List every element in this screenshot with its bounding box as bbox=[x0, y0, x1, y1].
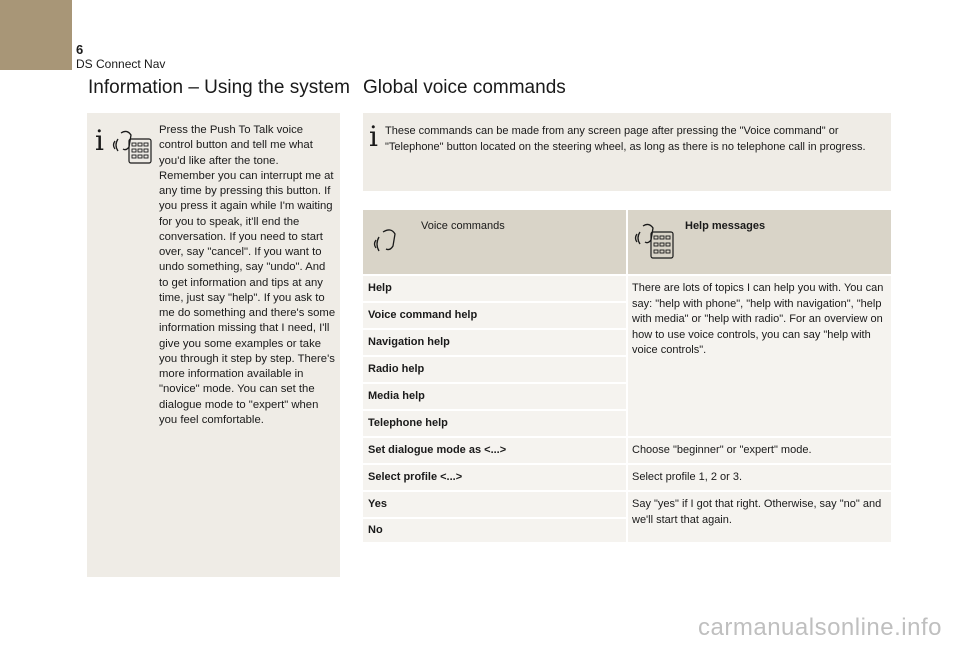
command-cell: Select profile <...> bbox=[363, 465, 626, 490]
message-cell: Say "yes" if I got that right. Otherwise, say "no" and we'll start that again. bbox=[628, 492, 891, 542]
info-icon: i bbox=[95, 124, 104, 157]
command-cell: No bbox=[363, 519, 626, 542]
command-cell: Telephone help bbox=[363, 411, 626, 436]
push-to-talk-phone-icon bbox=[111, 127, 155, 167]
command-cell: Set dialogue mode as <...> bbox=[363, 438, 626, 463]
message-cell: Choose "beginner" or "expert" mode. bbox=[628, 438, 891, 463]
message-cell: Select profile 1, 2 or 3. bbox=[628, 465, 891, 490]
help-phone-icon bbox=[633, 220, 677, 262]
info-icon: i bbox=[369, 120, 378, 153]
command-cell: Radio help bbox=[363, 357, 626, 382]
command-cell: Navigation help bbox=[363, 330, 626, 355]
right-section-title: Global voice commands bbox=[363, 77, 566, 98]
message-cell: There are lots of topics I can help you with. You can say: "help with phone", "help with navigation", "help with media" or "help with radio". For an overview on how to use voice controls, you can say "help with voice controls". bbox=[628, 276, 891, 436]
command-cell: Help bbox=[363, 276, 626, 301]
watermark: carmanualsonline.info bbox=[698, 614, 942, 641]
note-text: These commands can be made from any screen page after pressing the "Voice command" or "Telephone" button located on the steering wheel, as long as there is no telephone call in progress. bbox=[385, 125, 866, 153]
voice-commands-table bbox=[363, 210, 891, 542]
command-cell: Yes bbox=[363, 492, 626, 517]
note-box bbox=[363, 113, 891, 191]
table-header bbox=[363, 210, 891, 274]
command-cell: Voice command help bbox=[363, 303, 626, 328]
page-number: 6 bbox=[76, 42, 84, 57]
left-section-title: Information – Using the system bbox=[88, 77, 350, 98]
corner-tab bbox=[0, 0, 72, 70]
voice-command-icon bbox=[371, 224, 407, 258]
info-panel bbox=[87, 113, 340, 577]
brand-label: DS Connect Nav bbox=[76, 57, 166, 71]
command-cell: Media help bbox=[363, 384, 626, 409]
info-paragraph: Press the Push To Talk voice control button and tell me what you'd like after the tone. Remember you can interrupt me at any time by pressing this button. If you press it again while I'm waiting for you to speak, it'll end the conversation. If you need to start over, say "cancel". If you want to undo something, say "undo". And to get information and tips at any time, just say "help". If you ask to me do something and there's some information missing that I need, I'll give you some examples or take you through it step by step. There's more information available in "novice" mode. You can set the dialogue mode to "expert" when you feel comfortable. bbox=[159, 124, 336, 426]
header-voice-commands: Voice commands bbox=[421, 220, 505, 232]
header-divider bbox=[626, 210, 628, 274]
header-help-messages: Help messages bbox=[685, 220, 766, 232]
